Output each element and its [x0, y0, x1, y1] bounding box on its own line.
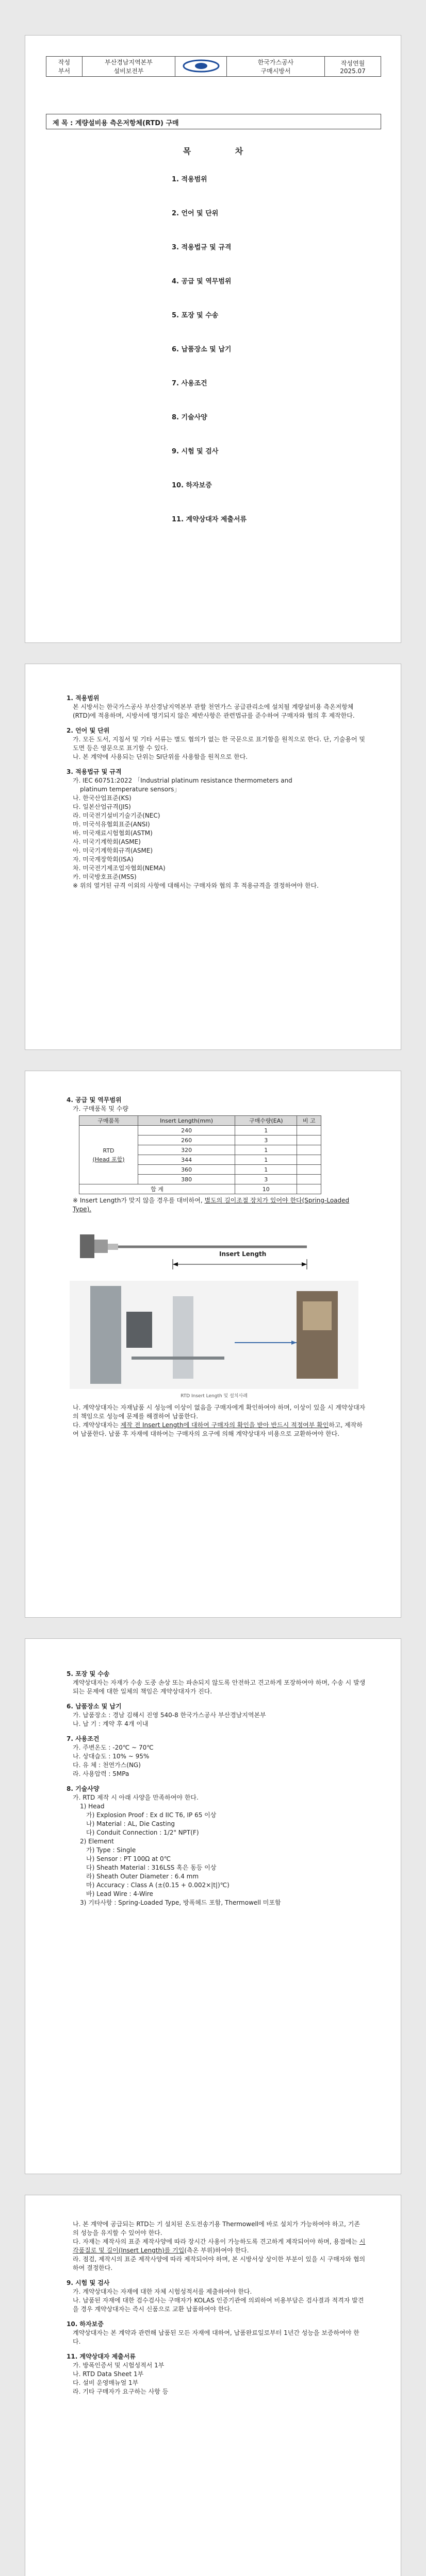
toc-item: 10. 하자보증: [172, 482, 212, 489]
section-9-item-a: 가. 계약상대자는 자재에 대한 자체 시험성적서를 제출하여야 한다.: [73, 2288, 252, 2295]
section-4-title: 4. 공급 및 역무범위: [67, 1096, 122, 1104]
section-3-item: 라. 미국전기설비기술기준(NEC): [73, 812, 160, 819]
section-6-item-b: 나. 납 기 : 계약 후 4개 이내: [73, 1720, 149, 1727]
table-total-row: [79, 1184, 321, 1194]
section-3-item: 자. 미국계장학회(ISA): [73, 856, 134, 863]
page-2: [25, 664, 401, 1050]
section-10-title: 10. 하자보증: [67, 2320, 104, 2328]
header-logo-cell: [175, 57, 227, 77]
section-7-title: 7. 사용조건: [67, 1735, 100, 1742]
length-cell: 320: [138, 1145, 235, 1155]
section-3-title: 3. 적용법규 및 규격: [67, 768, 122, 775]
item-text-2: (측온 부위)하여야 한다.: [184, 2247, 249, 2254]
section-11-title: 11. 계약상대자 제출서류: [67, 2353, 136, 2360]
length-cell: 260: [138, 1136, 235, 1145]
section-4-note: [67, 1196, 366, 1214]
table-of-contents: [172, 174, 247, 548]
section-11-item: 다. 설비 운영매뉴얼 1부: [73, 2379, 139, 2386]
section-8-item-a: 가. RTD 제작 시 아래 사양을 만족하여야 한다.: [73, 1794, 199, 1801]
header-dept-cell: [83, 57, 175, 77]
item-c-text-2: 하고, 제작하여 납품한다. 납품 후 자재에 대하여는 구매자의 요구에 의해 계약상대자 비용으로 교환하여야 한다.: [73, 1421, 363, 1437]
section-5-title: 5. 포장 및 수송: [67, 1670, 110, 1677]
purchase-table: [79, 1115, 321, 1194]
header-dept-1: 부산경남지역본부: [105, 59, 153, 66]
toc-item: 7. 사용조건: [172, 380, 207, 387]
page-3: [25, 1071, 401, 1618]
section-7-item: 가. 주변온도 : -20℃ ~ 70℃: [73, 1744, 154, 1751]
note-cell: [297, 1126, 321, 1136]
spec-item: 라) Sheath Outer Diameter : 6.4 mm: [86, 1873, 199, 1880]
toc-item: 1. 적용범위: [172, 176, 207, 183]
table-header: 비 고: [297, 1116, 321, 1126]
toc-item: 6. 납품장소 및 납기: [172, 346, 232, 353]
spec-element: 2) Element: [80, 1838, 114, 1845]
item-text: 다. 자재는 제작사의 표준 제작사양에 따라 장시간 사용이 가능하도록 견고하게 제작되어야 하며, 용접에는: [73, 2238, 359, 2245]
table-header: 구매품목: [79, 1116, 138, 1126]
item-c-underlined: 제작 전 Insert Length에 대하여 구매자의 확인을 받아 반드시 적정여부 확인: [120, 1421, 329, 1429]
header-date-label: 작성연월: [340, 59, 365, 67]
page-3-content: [67, 1096, 366, 1438]
section-1-body: 본 시방서는 한국가스공사 부산경남지역본부 관할 천연가스 공급관리소에 설치될 계량설비용 측온저항체(RTD)에 적용하며, 시방서에 명기되지 않은 제반사항은 관련법규를 준수하여 구매자와 협의 후 제작한다.: [73, 703, 355, 719]
spec-item: 바) Lead Wire : 4-Wire: [86, 1890, 153, 1897]
section-6-title: 6. 납품장소 및 납기: [67, 1703, 122, 1710]
section-2-title: 2. 언어 및 단위: [67, 727, 110, 734]
section-1-title: 1. 적용범위: [67, 694, 100, 702]
table-header: Insert Length(mm): [138, 1116, 235, 1126]
spec-item: 가) Type : Single: [86, 1846, 136, 1854]
section-4-sub: 가. 구매품목 및 수량: [73, 1105, 128, 1112]
toc-item: 5. 포장 및 수송: [172, 312, 219, 319]
header-org: 한국가스공사: [257, 59, 294, 66]
section-3-item: 마. 미국석유협회표준(ANSI): [73, 821, 150, 828]
spec-item: 다) Sheath Material : 316LSS 혹은 동등 이상: [86, 1864, 217, 1871]
qty-cell: 1: [235, 1126, 297, 1136]
section-4-item-c: [67, 1421, 366, 1438]
qty-cell: 1: [235, 1165, 297, 1175]
header-date-cell: [325, 57, 381, 77]
page-1: [25, 35, 401, 643]
page-5-content: [67, 2220, 366, 2396]
note-cell: [297, 1175, 321, 1184]
section-3-note: ※ 위의 열거된 규격 이외의 사항에 대해서는 구매자와 협의 후 적용규격을 결정하여야 한다.: [73, 882, 319, 889]
section-3-item: 사. 미국기계학회(ASME): [73, 838, 141, 845]
section-3-item: 다. 일본산업규격(JIS): [73, 803, 131, 810]
qty-cell: 1: [235, 1145, 297, 1155]
section-10-body: 계약상대자는 본 계약과 관련해 납품된 모든 자재에 대하여, 납품완료일로부터 1년간 성능을 보증하여야 한다.: [73, 2329, 359, 2345]
spec-item: 나) Sensor : PT 100Ω at 0℃: [86, 1855, 171, 1862]
spec-item: 마) Accuracy : Class A (±(0.15 + 0.002×|t|)℃): [86, 1882, 230, 1889]
item-name-sub: (Head 포함): [92, 1156, 125, 1163]
section-2-item-b: 나. 본 계약에 사용되는 단위는 SI단위를 사용함을 원칙으로 한다.: [73, 753, 248, 760]
section-11-item: 라. 기타 구매자가 요구하는 사항 등: [73, 2388, 169, 2395]
photo-caption: RTD Insert Length 및 설치사례: [181, 1394, 248, 1399]
section-7-item: 다. 유 체 : 천연가스(NG): [73, 1761, 141, 1769]
header-label-1: 작성: [58, 59, 71, 66]
length-cell: 344: [138, 1155, 235, 1165]
table-row: [79, 1126, 321, 1136]
section-6-item-a: 가. 납품장소 : 경남 김해시 진영 540-8 한국가스공사 부산경남지역본부: [73, 1711, 266, 1719]
header-table: [46, 56, 381, 77]
item-underlined: 시각품질로 및 길이(Insert Length)를 기입: [73, 2238, 366, 2254]
insert-length-label: Insert Length: [219, 1250, 267, 1258]
length-cell: 380: [138, 1175, 235, 1184]
length-cell: 360: [138, 1165, 235, 1175]
note-cell: [297, 1184, 321, 1194]
toc-heading: 목 차: [183, 146, 264, 156]
section-11-item: 나. RTD Data Sheet 1부: [73, 2370, 144, 2378]
header-dept-2: 설비보전부: [113, 67, 144, 75]
length-cell: 240: [138, 1126, 235, 1136]
section-3-item: 가. IEC 60751:2022 「Industrial platinum resistance thermometers and: [73, 777, 292, 784]
spec-item: 가) Explosion Proof : Ex d IIC T6, IP 65 이상: [86, 1811, 217, 1819]
section-3-item: 나. 한국산업표준(KS): [73, 794, 132, 802]
kogas-logo-icon: [181, 58, 222, 74]
section-3-item: 카. 미국방호표준(MSS): [73, 873, 137, 880]
spec-item: 다) Conduit Connection : 1/2" NPT(F): [86, 1829, 199, 1836]
qty-cell: 1: [235, 1155, 297, 1165]
section-7-item: 라. 사용압력 : 5MPa: [73, 1770, 129, 1777]
note-cell: [297, 1136, 321, 1145]
toc-item: 2. 언어 및 단위: [172, 210, 219, 217]
note-cell: [297, 1165, 321, 1175]
note-cell: [297, 1145, 321, 1155]
section-3-item: platinum temperature sensors」: [80, 786, 181, 793]
table-header: 구매수량(EA): [235, 1116, 297, 1126]
rtd-probe-drawing: [70, 1219, 358, 1291]
section-3-item: 차. 미국전기제조업자협회(NEMA): [73, 865, 166, 872]
note-underlined: 별도의 길이조절 장치가 있어야 한다(Spring-Loaded Type).: [73, 1197, 350, 1213]
page-2-content: [67, 694, 366, 890]
toc-item: 8. 기술사양: [172, 414, 207, 421]
section-5-body: 계약상대자는 자재가 수송 도중 손상 또는 파손되지 않도록 안전하고 견고하게 포장하여야 하며, 수송 시 발생되는 문제에 대한 일체의 책임은 계약상대자가 진다.: [73, 1679, 366, 1695]
rtd-diagram: [70, 1219, 358, 1399]
section-8-item-b: 나. 본 계약에 공급되는 RTD는 기 설치된 온도전송기용 Thermowell에 바로 설치가 가능하여야 하고, 기존의 성능을 유지할 수 있어야 한다.: [73, 2221, 360, 2236]
page-4-content: [67, 1670, 366, 1907]
qty-cell: 3: [235, 1136, 297, 1145]
installation-photo: [70, 1281, 358, 1389]
toc-item: 9. 시험 및 검사: [172, 448, 219, 455]
header-date: 2025.07: [340, 67, 366, 75]
toc-item: 11. 계약상대자 제출서류: [172, 516, 247, 523]
item-name: RTD: [103, 1147, 114, 1154]
qty-cell: 3: [235, 1175, 297, 1184]
page-4: [25, 1638, 401, 2174]
item-c-text: 다. 계약상대자는: [73, 1421, 121, 1429]
item-name-cell: [79, 1126, 138, 1184]
header-doc-type: 구매시방서: [260, 67, 291, 75]
section-9-item-b: 나. 납품된 자재에 대한 검수검사는 구매자가 KOLAS 인증기관에 의뢰하여 비용부담은 검사결과 적격자 발견을 경우 계약상대자는 즉시 신품으로 교환 납품하여야 한다.: [73, 2297, 364, 2313]
section-4-item-b: 나. 계약상대자는 자재납품 시 성능에 이상이 없음을 구매자에게 확인하여야 하며, 이상이 있을 시 계약상대자의 책임으로 성능에 문제를 해결하여 납품한다.: [73, 1404, 366, 1420]
header-label-cell: [46, 57, 83, 77]
header-label-2: 부서: [58, 67, 71, 75]
section-3-item: 아. 미국기계학회규격(ASME): [73, 847, 153, 854]
spec-other: 3) 기타사항 : Spring-Loaded Type, 방폭헤드 포함, Thermowell 미포함: [80, 1899, 281, 1906]
note-cell: [297, 1155, 321, 1165]
document-title: 제 목 : 계량설비용 측온저항체(RTD) 구매: [46, 114, 381, 129]
total-value: 10: [235, 1184, 297, 1194]
header-doc-cell: [227, 57, 325, 77]
section-3-item: 바. 미국재료시험협회(ASTM): [73, 829, 153, 837]
section-11-item: 가. 방폭인증서 및 시험성적서 1부: [73, 2362, 165, 2369]
section-9-title: 9. 시험 및 검사: [67, 2279, 110, 2286]
section-7-item: 나. 상대습도 : 10% ~ 95%: [73, 1753, 150, 1760]
page-5: [25, 2195, 401, 2576]
section-2-item-a: 가. 모든 도서, 지침서 및 기타 서류는 별도 협의가 없는 한 국문으로 표기함을 원칙으로 한다. 단, 기술용어 및 도면 등은 영문으로 표기할 수 있다.: [73, 736, 365, 752]
toc-item: 3. 적용법규 및 규격: [172, 244, 232, 251]
spec-item: 나) Material : AL, Die Casting: [86, 1820, 175, 1827]
section-8-item-c: [67, 2238, 366, 2255]
section-8-title: 8. 기술사양: [67, 1785, 100, 1792]
toc-item: 4. 공급 및 역무범위: [172, 278, 232, 285]
note-text: ※ Insert Length가 맞지 않을 경우를 대비하여,: [73, 1197, 205, 1204]
total-label: 합 계: [79, 1184, 235, 1194]
section-8-item-d: 라. 점검, 제작시의 표준 제작사양에 따라 제작되어야 하며, 본 시방서상 상이한 부분이 있을 시 구매자와 협의하여 결정한다.: [73, 2256, 366, 2272]
spec-head: 1) Head: [80, 1803, 105, 1810]
